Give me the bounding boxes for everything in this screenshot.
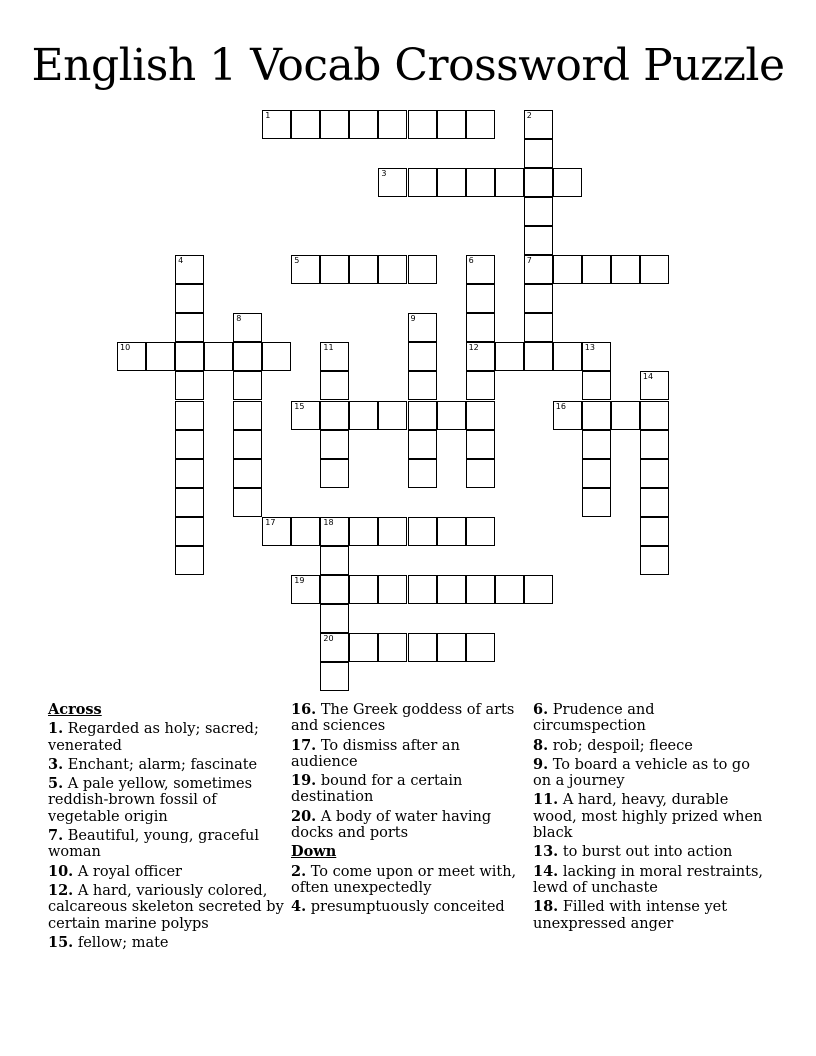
- grid-cell[interactable]: [466, 371, 495, 400]
- grid-cell[interactable]: [233, 371, 262, 400]
- clue-across-12: 12. A hard, variously colored, calcareous skeleton secreted by certain marine polyps: [48, 881, 284, 932]
- grid-cell[interactable]: [582, 342, 611, 371]
- grid-cell[interactable]: [349, 517, 378, 546]
- grid-cell[interactable]: [553, 342, 582, 371]
- grid-cell[interactable]: [553, 255, 582, 284]
- grid-cell[interactable]: [291, 575, 320, 604]
- clue-number-label: 9: [410, 314, 416, 324]
- grid-cell[interactable]: [175, 284, 204, 313]
- grid-cell[interactable]: [320, 459, 349, 488]
- grid-cell[interactable]: [378, 401, 407, 430]
- grid-cell[interactable]: [117, 342, 146, 371]
- grid-cell[interactable]: [320, 401, 349, 430]
- grid-cell[interactable]: [582, 255, 611, 284]
- grid-cell[interactable]: [175, 401, 204, 430]
- clue-number-label: 20: [323, 633, 334, 643]
- clue-down-14: 14. lacking in moral restraints, lewd of unchaste: [533, 862, 763, 896]
- grid-cell[interactable]: [408, 430, 437, 459]
- grid-cell[interactable]: [640, 488, 669, 517]
- grid-cell[interactable]: [349, 633, 378, 662]
- grid-cell[interactable]: [466, 284, 495, 313]
- grid-cell[interactable]: [408, 255, 437, 284]
- grid-cell[interactable]: [582, 459, 611, 488]
- grid-cell[interactable]: [320, 255, 349, 284]
- grid-cell[interactable]: [611, 255, 640, 284]
- grid-cell[interactable]: [349, 255, 378, 284]
- grid-cell[interactable]: [466, 168, 495, 197]
- grid-cell[interactable]: [524, 226, 553, 255]
- clue-down-6: 6. Prudence and circumspection: [533, 701, 655, 735]
- grid-cell[interactable]: [640, 401, 669, 430]
- clue-down-9: 9. To board a vehicle as to go on a journey: [533, 755, 750, 790]
- grid-cell[interactable]: [408, 459, 437, 488]
- grid-cell[interactable]: [640, 546, 669, 575]
- grid-cell[interactable]: [320, 546, 349, 575]
- grid-cell[interactable]: [146, 342, 175, 371]
- grid-cell[interactable]: [553, 168, 582, 197]
- grid-cell[interactable]: [524, 168, 553, 197]
- grid-cell[interactable]: [495, 575, 524, 604]
- clue-number-label: 13: [584, 343, 595, 353]
- grid-cell[interactable]: [582, 488, 611, 517]
- grid-cell[interactable]: [466, 110, 495, 139]
- grid-cell[interactable]: [495, 168, 524, 197]
- grid-cell[interactable]: [408, 371, 437, 400]
- clue-across-3: 3. Enchant; alarm; fascinate: [48, 755, 258, 773]
- clue-across-16: 16. The Greek goddess of arts and sciences: [291, 701, 515, 735]
- grid-cell[interactable]: [611, 401, 640, 430]
- clue-down-8: 8. rob; despoil; fleece: [533, 736, 693, 754]
- clue-number-label: 15: [294, 401, 305, 411]
- clue-number-label: 11: [323, 343, 334, 353]
- grid-cell[interactable]: [408, 313, 437, 342]
- grid-cell[interactable]: [291, 255, 320, 284]
- grid-cell[interactable]: [524, 255, 553, 284]
- grid-cell[interactable]: [378, 168, 407, 197]
- grid-cell[interactable]: [204, 342, 233, 371]
- grid-cell[interactable]: [466, 401, 495, 430]
- grid-cell[interactable]: [320, 662, 349, 691]
- grid-cell[interactable]: [466, 517, 495, 546]
- grid-cell[interactable]: [349, 575, 378, 604]
- grid-cell[interactable]: [320, 633, 349, 662]
- clues-column-2: [291, 702, 527, 919]
- grid-cell[interactable]: [408, 633, 437, 662]
- grid-cell[interactable]: [553, 401, 582, 430]
- grid-cell[interactable]: [408, 401, 437, 430]
- grid-cell[interactable]: [378, 633, 407, 662]
- grid-cell[interactable]: [320, 430, 349, 459]
- grid-cell[interactable]: [175, 546, 204, 575]
- grid-cell[interactable]: [640, 371, 669, 400]
- clue-number-label: 2: [526, 111, 532, 120]
- grid-cell[interactable]: [524, 313, 553, 342]
- grid-cell[interactable]: [582, 401, 611, 430]
- clue-number-label: 18: [323, 517, 334, 527]
- grid-cell[interactable]: [175, 430, 204, 459]
- grid-cell[interactable]: [640, 517, 669, 546]
- clue-number-label: 8: [236, 314, 242, 324]
- clue-number-label: 17: [265, 517, 276, 527]
- grid-cell[interactable]: [233, 401, 262, 430]
- clue-number-label: 16: [555, 401, 566, 411]
- clue-down-18: 18. Filled with intense yet unexpressed anger: [533, 898, 728, 932]
- grid-cell[interactable]: [582, 371, 611, 400]
- grid-cell[interactable]: [524, 139, 553, 168]
- grid-cell[interactable]: [233, 430, 262, 459]
- clue-across-15: 15. fellow; mate: [48, 933, 169, 951]
- grid-cell[interactable]: [233, 459, 262, 488]
- grid-cell[interactable]: [437, 575, 466, 604]
- clue-number-label: 6: [468, 256, 474, 266]
- clue-down-13: 13. to burst out into action: [533, 843, 733, 861]
- grid-cell[interactable]: [233, 313, 262, 342]
- grid-cell[interactable]: [175, 488, 204, 517]
- clue-down-11: 11. A hard, heavy, durable wood, most highly prized when black: [533, 791, 763, 842]
- grid-cell[interactable]: [437, 110, 466, 139]
- grid-cell[interactable]: [320, 517, 349, 546]
- grid-cell[interactable]: [524, 110, 553, 139]
- grid-cell[interactable]: [466, 459, 495, 488]
- clue-number-label: 1: [265, 111, 271, 120]
- grid-cell[interactable]: [524, 575, 553, 604]
- grid-cell[interactable]: [495, 342, 524, 371]
- grid-cell[interactable]: [524, 197, 553, 226]
- across-heading: Across: [48, 701, 102, 718]
- clue-number-label: 5: [294, 256, 300, 266]
- grid-cell[interactable]: [378, 575, 407, 604]
- clue-number-label: 3: [381, 169, 387, 179]
- grid-cell[interactable]: [320, 371, 349, 400]
- grid-cell[interactable]: [437, 517, 466, 546]
- grid-cell[interactable]: [408, 342, 437, 371]
- grid-cell[interactable]: [640, 430, 669, 459]
- grid-cell[interactable]: [408, 517, 437, 546]
- grid-cell[interactable]: [349, 110, 378, 139]
- grid-cell[interactable]: [291, 517, 320, 546]
- grid-cell[interactable]: [437, 633, 466, 662]
- grid-cell[interactable]: [640, 459, 669, 488]
- grid-cell[interactable]: [466, 575, 495, 604]
- grid-cell[interactable]: [466, 255, 495, 284]
- grid-cell[interactable]: [175, 342, 204, 371]
- clue-across-10: 10. A royal officer: [48, 862, 182, 880]
- grid-cell[interactable]: [466, 342, 495, 371]
- grid-cell[interactable]: [320, 604, 349, 633]
- clue-across-7: 7. Beautiful, young, graceful woman: [48, 827, 259, 861]
- clue-across-1: 1. Regarded as holy; sacred; venerated: [48, 720, 259, 754]
- clue-number-label: 4: [178, 256, 184, 266]
- grid-cell[interactable]: [233, 342, 262, 371]
- grid-cell[interactable]: [175, 371, 204, 400]
- down-heading: Down: [291, 843, 337, 861]
- grid-cell[interactable]: [466, 430, 495, 459]
- clue-number-label: 14: [642, 372, 654, 382]
- grid-cell[interactable]: [320, 342, 349, 371]
- grid-cell[interactable]: [175, 313, 204, 342]
- grid-cell[interactable]: [291, 401, 320, 430]
- clue-across-17: 17. To dismiss after an audience: [291, 736, 460, 770]
- grid-cell[interactable]: [291, 110, 320, 139]
- grid-cell[interactable]: [640, 255, 669, 284]
- clue-down-4: 4. presumptuously conceited: [291, 898, 505, 916]
- clue-number-label: 12: [468, 343, 479, 353]
- clue-down-2: 2. To come upon or meet with, often unexpectedly: [291, 862, 517, 896]
- grid-cell[interactable]: [466, 633, 495, 662]
- grid-cell[interactable]: [175, 255, 204, 284]
- grid-cell[interactable]: [320, 575, 349, 604]
- clue-across-20: 20. A body of water having docks and ports: [291, 807, 492, 842]
- grid-cell[interactable]: [349, 401, 378, 430]
- grid-cell[interactable]: [408, 575, 437, 604]
- grid-cell[interactable]: [437, 401, 466, 430]
- grid-cell[interactable]: [175, 517, 204, 546]
- grid-cell[interactable]: [437, 168, 466, 197]
- grid-cell[interactable]: [408, 110, 437, 139]
- grid-cell[interactable]: [320, 110, 349, 139]
- clue-number-label: 19: [294, 575, 305, 585]
- grid-cell[interactable]: [262, 342, 291, 371]
- grid-cell[interactable]: [408, 168, 437, 197]
- grid-cell[interactable]: [582, 430, 611, 459]
- grid-cell[interactable]: [378, 110, 407, 139]
- clue-number-label: 7: [526, 256, 532, 266]
- grid-cell[interactable]: [378, 517, 407, 546]
- clue-across-5: 5. A pale yellow, sometimes reddish-brown fossil of vegetable origin: [48, 775, 253, 825]
- grid-cell[interactable]: [233, 488, 262, 517]
- grid-cell[interactable]: [524, 342, 553, 371]
- grid-cell[interactable]: [524, 284, 553, 313]
- clue-number-label: 10: [120, 343, 131, 353]
- grid-cell[interactable]: [466, 313, 495, 342]
- grid-cell[interactable]: [378, 255, 407, 284]
- clues-column-1: [48, 702, 284, 954]
- page-title: English 1 Vocab Crossword Puzzle: [31, 40, 785, 91]
- grid-cell[interactable]: [262, 517, 291, 546]
- grid-cell[interactable]: [175, 459, 204, 488]
- clue-across-19: 19. bound for a certain destination: [291, 772, 463, 806]
- clues-column-3: [533, 702, 769, 935]
- grid-cell[interactable]: [262, 110, 291, 139]
